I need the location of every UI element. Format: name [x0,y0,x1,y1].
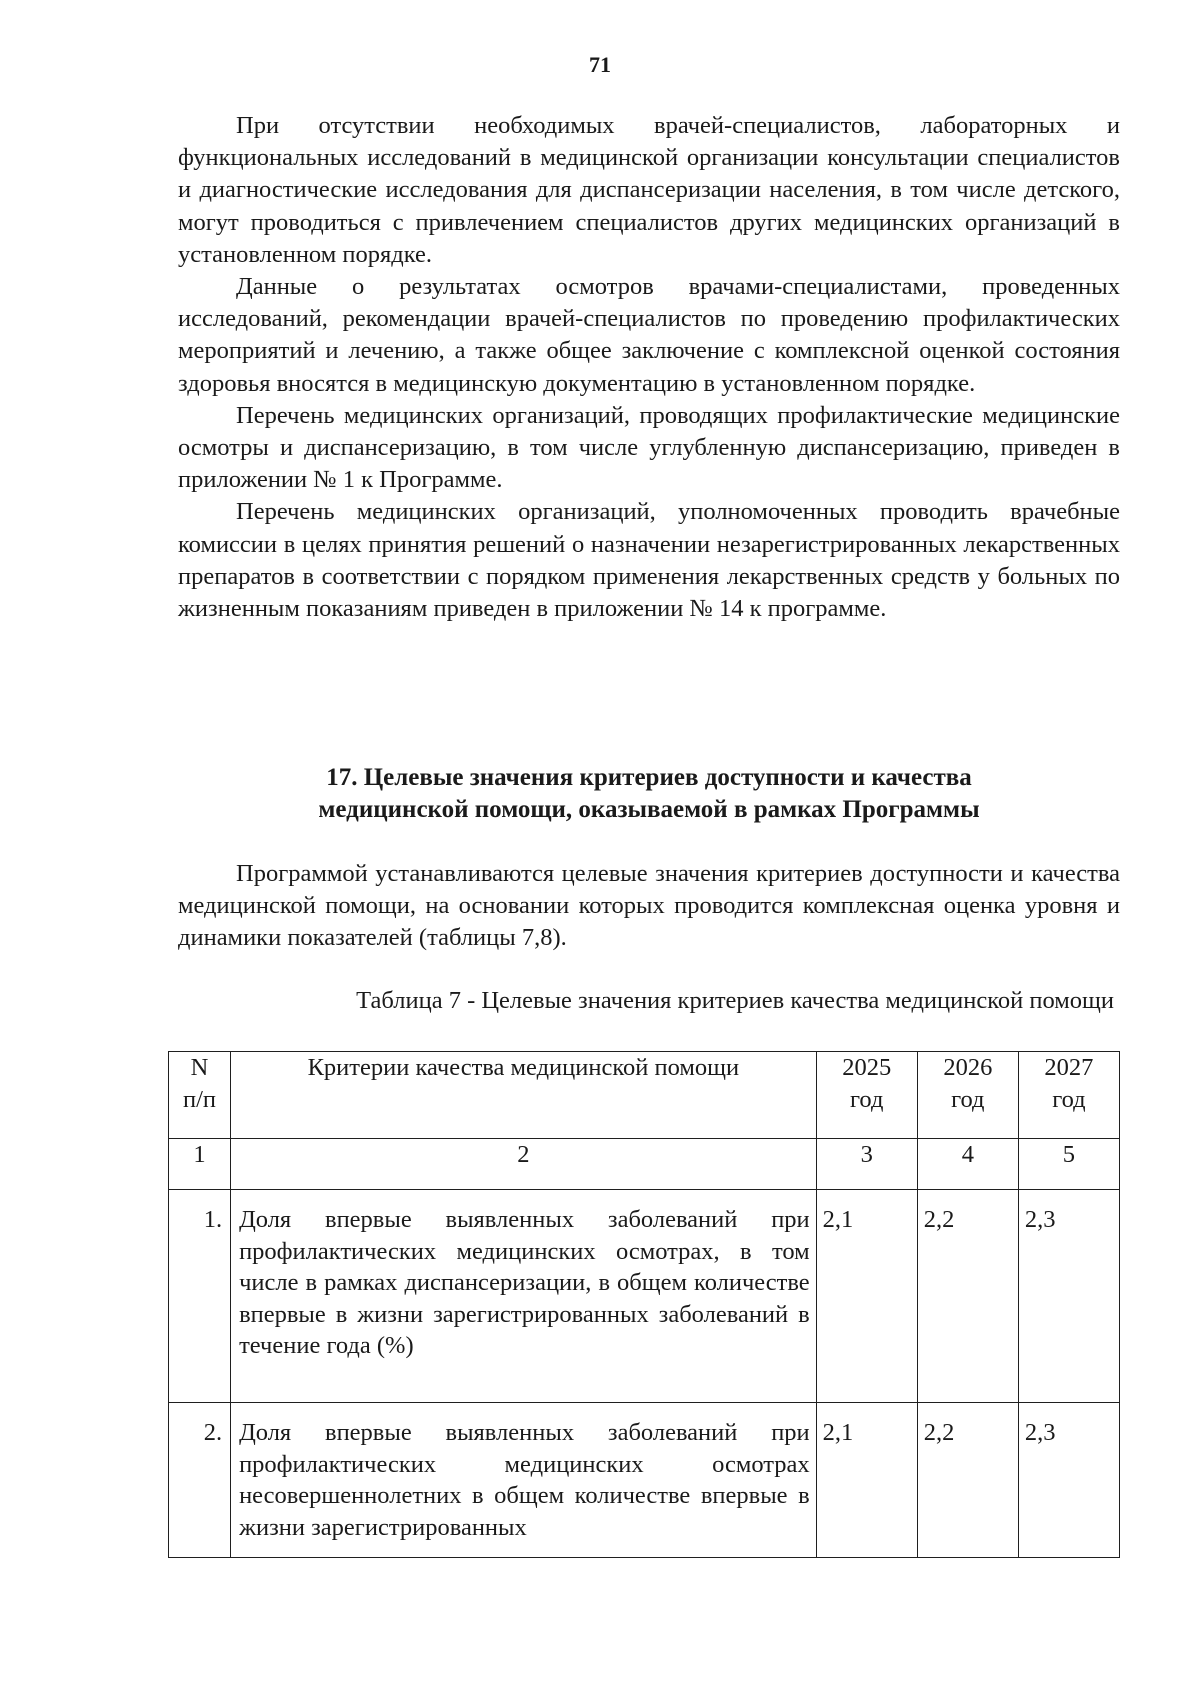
header-year-2025 [816,1052,917,1139]
header-criteria: Критерии качества медицинской помощи [231,1052,817,1139]
header-number-line: п/п [183,1085,217,1113]
paragraph: Данные о результатах осмотров врачами-специалистами, проведенных исследований, рекомендации врачей-специалистов по проведению профилактических мероприятий и лечению, а также общее заключение с комплексной оценкой состояния здоровья вносятся в медицинскую документацию в установленном порядке. [178,273,1120,397]
header-year-2027 [1018,1052,1119,1139]
row-criterion-cell [231,1403,817,1558]
page-number: 71 [589,52,611,77]
header-number-line: N [190,1054,209,1081]
section-heading [178,762,1120,826]
header-year: 2027 [1044,1054,1094,1081]
table-caption: Таблица 7 - Целевые значения критериев качества медицинской помощи [356,987,1114,1014]
row-value-2027: 2,3 [1018,1190,1119,1403]
header-year: 2026 [943,1054,993,1081]
row-value-2026: 2,2 [917,1190,1018,1403]
column-number: 4 [917,1139,1018,1190]
row-value-2027: 2,3 [1018,1403,1119,1558]
column-number: 1 [169,1139,231,1190]
header-year: 2025 [842,1054,892,1081]
row-number: 2. [169,1403,231,1558]
column-number: 2 [231,1139,817,1190]
criteria-table [168,1051,1120,1558]
column-number: 5 [1018,1139,1119,1190]
intro-paragraph: Программой устанавливаются целевые значения критериев доступности и качества медицинской помощи, на основании которых проводится комплексная оценка уровня и динамики показателей (таблицы 7,8). [178,860,1120,952]
paragraph: При отсутствии необходимых врачей-специалистов, лабораторных и функциональных исследований в медицинской организации консультации специалистов и диагностические исследования для диспансеризации населения, в том числе детского, могут проводиться с привлечением специалистов других медицинских организаций в установленном порядке. [178,112,1120,268]
table-row [169,1190,1120,1403]
row-value-2026: 2,2 [917,1403,1018,1558]
section-heading-line: медицинской помощи, оказываемой в рамках Программы [318,796,980,824]
row-criterion: Доля впервые выявленных заболеваний при профилактических медицинских осмотрах несовершеннолетних в общем количестве впервые в жизни зарегистрированных [239,1419,810,1541]
row-criterion: Доля впервые выявленных заболеваний при профилактических медицинских осмотрах, в том числе в рамках диспансеризации, в общем количестве впервые в жизни зарегистрированных заболеваний в течение года (%) [231,1190,817,1403]
body-text [178,110,1120,625]
column-number: 3 [816,1139,917,1190]
paragraph: Перечень медицинских организаций, проводящих профилактические медицинские осмотры и диспансеризацию, в том числе углубленную диспансеризацию, приведен в приложении № 1 к Программе. [178,401,1120,494]
header-number [169,1052,231,1139]
row-value-2025: 2,1 [816,1403,917,1558]
row-value-2025: 2,1 [816,1190,917,1403]
header-year-2026 [917,1052,1018,1139]
section-intro [178,858,1120,955]
table-row [169,1403,1120,1558]
header-year-word: год [1052,1085,1086,1113]
section-heading-line: 17. Целевые значения критериев доступности и качества [326,764,972,791]
table-header-row [169,1052,1120,1139]
header-year-word: год [849,1085,884,1113]
paragraph: Перечень медицинских организаций, уполномоченных проводить врачебные комиссии в целях принятия решений о назначении незарегистрированных лекарственных препаратов в соответствии с порядком применения лекарственных средств у больных по жизненным показаниям приведен в приложении № 14 к программе. [178,498,1120,623]
column-number-row [169,1139,1120,1190]
row-number: 1. [169,1190,231,1403]
header-year-word: год [951,1085,985,1113]
